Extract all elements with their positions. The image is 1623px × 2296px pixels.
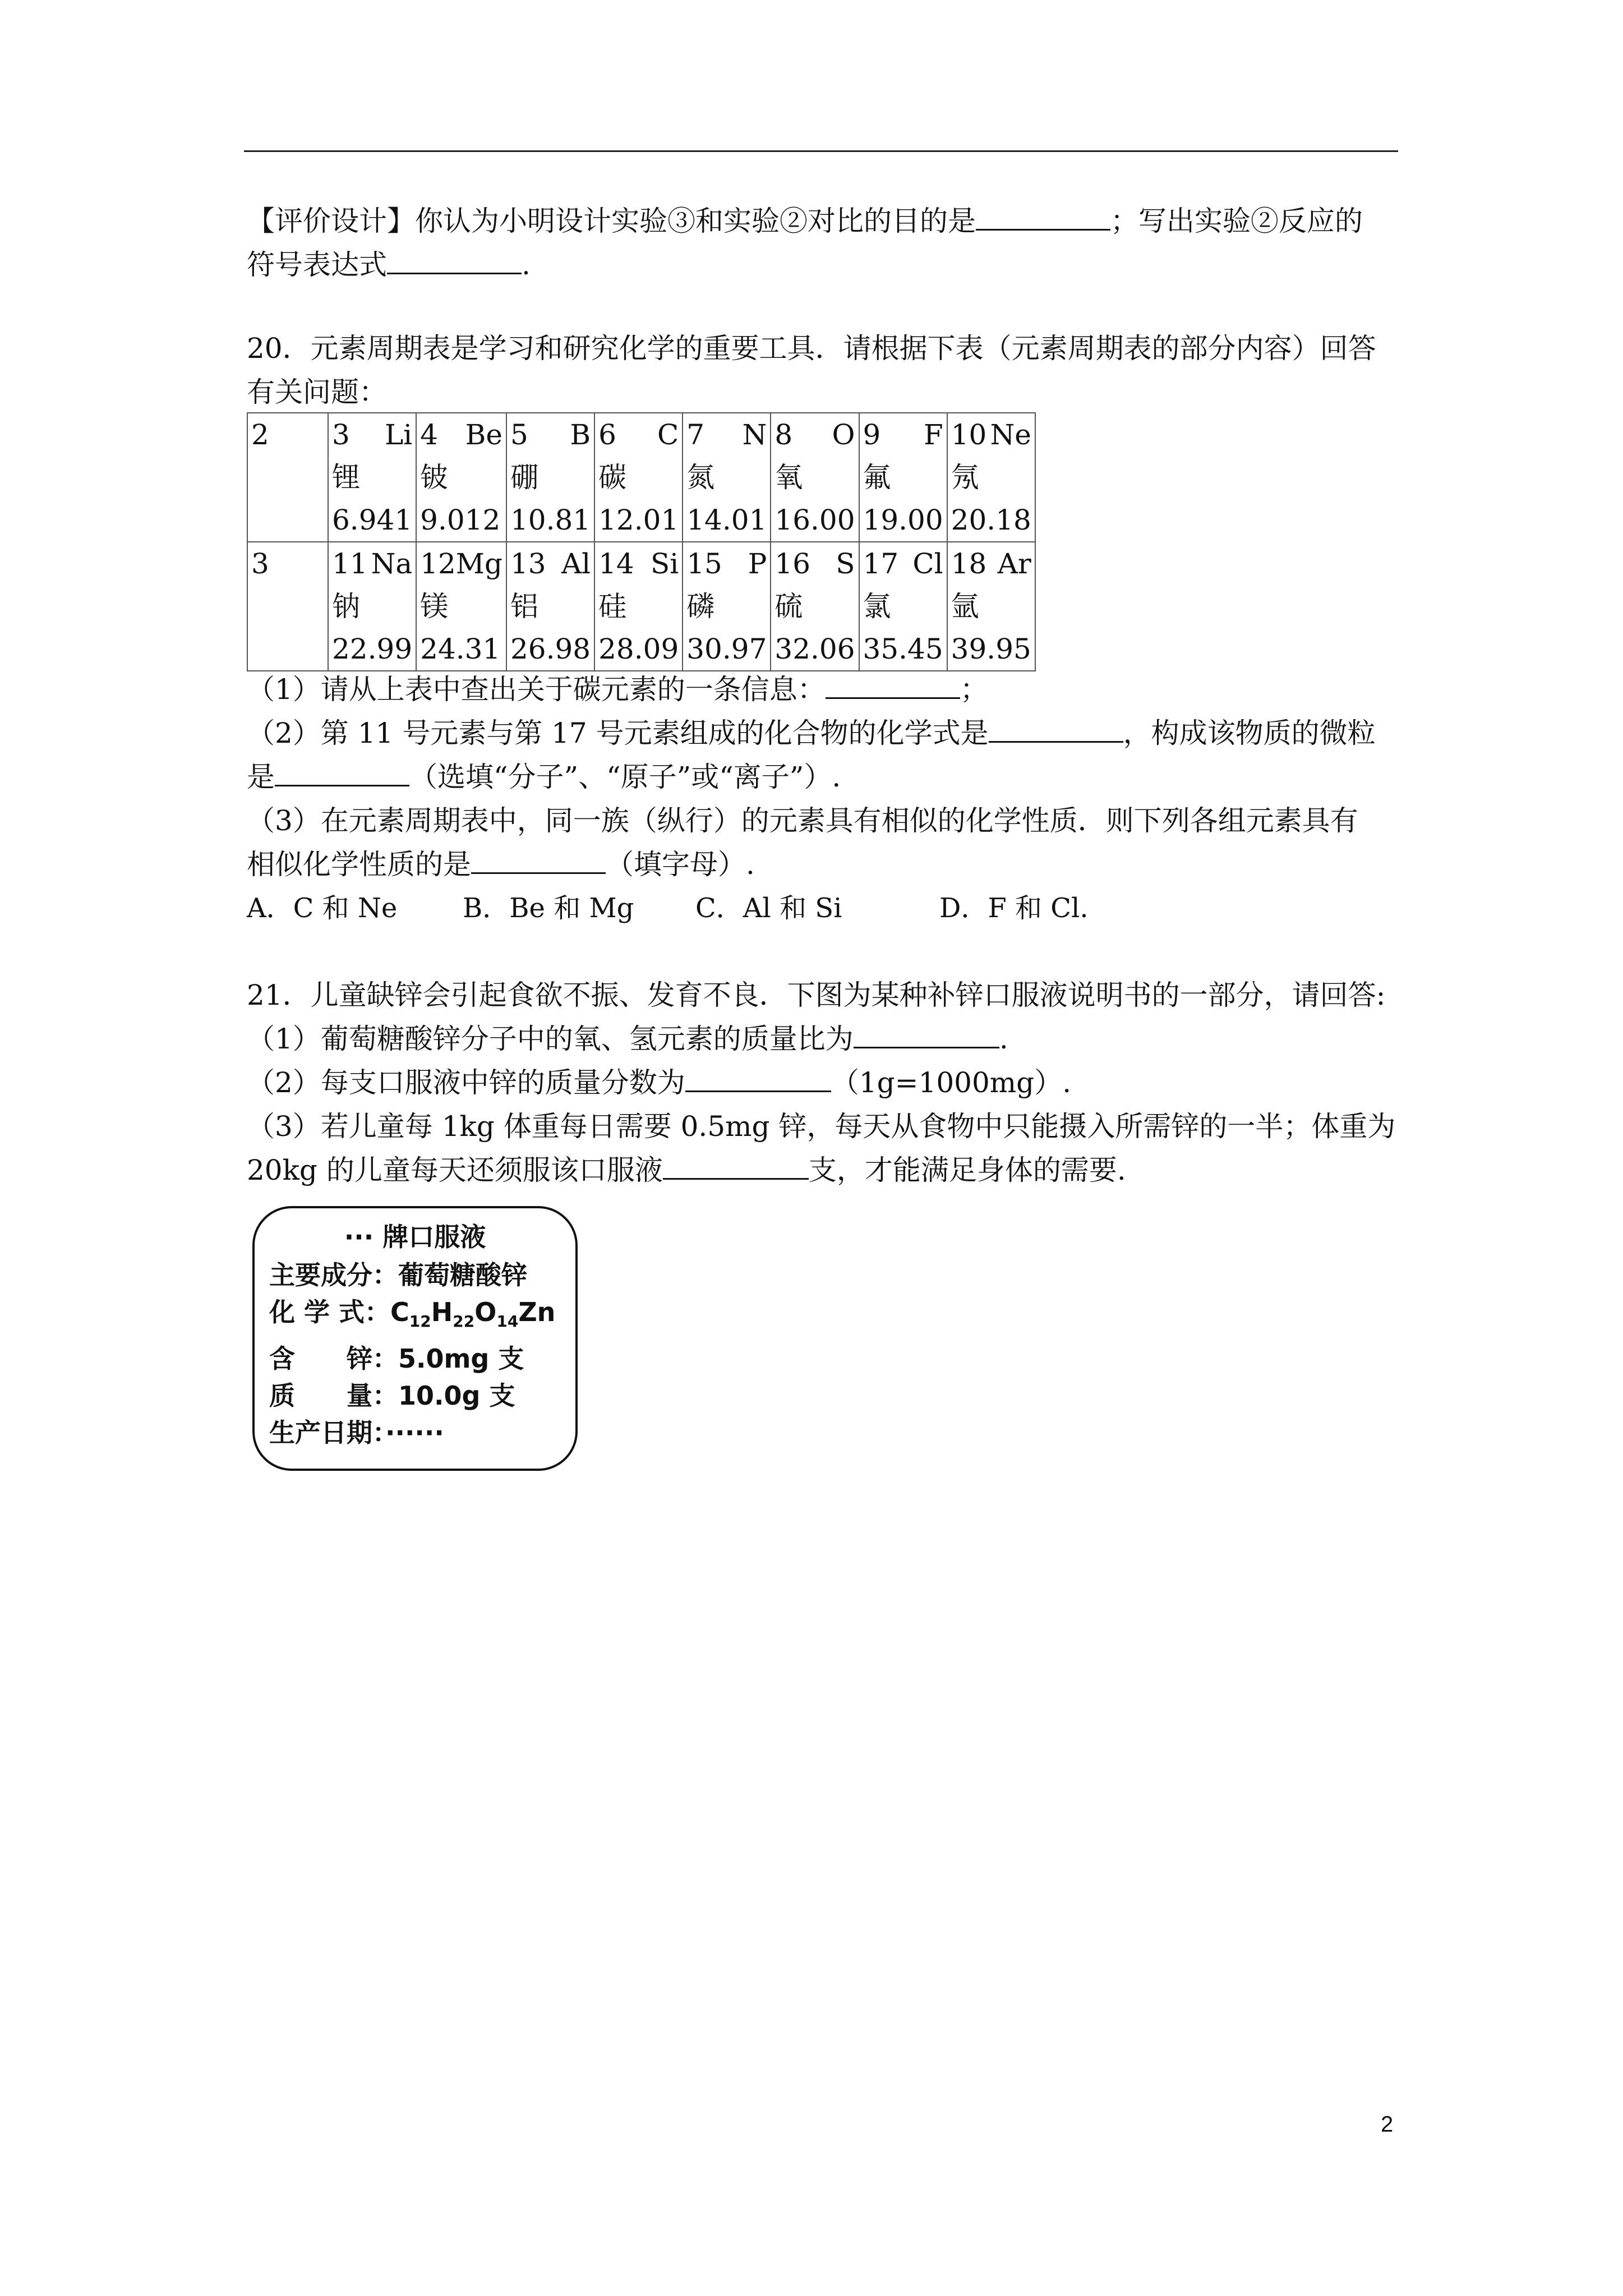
atomic-number: 7 [686,418,705,451]
q20-text: 是 [247,761,275,793]
atomic-mass: 19.00 [863,504,943,536]
option-c[interactable]: C．Al 和 Si [695,892,842,924]
element-name: 氟 [863,461,891,494]
formula-o: O [474,1297,497,1327]
answer-blank[interactable] [387,249,522,274]
atomic-mass: 32.06 [774,633,855,665]
atomic-mass: 14.01 [686,504,767,536]
formula-sub: 14 [496,1312,519,1331]
atomic-number: 12 [420,547,456,580]
element-cell [859,542,947,671]
element-name: 铍 [420,461,449,494]
q21-text: （2）每支口服液中锌的质量分数为 [247,1066,685,1099]
table-row [247,542,1035,671]
atomic-number: 15 [686,547,722,580]
element-cell [416,542,506,671]
formula-h: H [431,1297,453,1327]
element-cell [328,542,416,671]
element-symbol: Li [384,418,413,451]
q20-text: （1）请从上表中查出关于碳元素的一条信息： [247,673,826,706]
q21-text: （1g=1000mg）. [831,1066,1072,1099]
element-name: 铝 [510,590,538,623]
q20-text: （选填“分子”、“原子”或“离子”）. [409,761,841,793]
element-name: 硫 [774,590,803,623]
period-cell: 3 [247,542,328,671]
element-symbol: B [570,418,591,451]
q21-text: （3）若儿童每 1kg 体重每日需要 0.5mg 锌，每天从食物中只能摄入所需锌的一半；体重为 [247,1110,1396,1143]
atomic-number: 17 [863,547,899,580]
label-date: 生产日期：······ [269,1418,444,1448]
label-ingredient: 主要成分：葡萄糖酸锌 [269,1260,527,1290]
element-name: 氯 [863,590,891,623]
element-symbol: P [748,547,767,580]
element-cell [328,413,416,542]
element-name: 氮 [686,461,715,494]
q20-text: （3）在元素周期表中，同一族（纵行）的元素具有相似的化学性质．则下列各组元素具有 [247,804,1358,837]
atomic-number: 16 [774,547,811,580]
label-mass: 质 量：10.0g 支 [269,1381,515,1411]
formula-sub: 22 [453,1312,475,1331]
element-cell [683,413,771,542]
label-zinc: 含 锌：5.0mg 支 [269,1343,524,1374]
eval-text: 符号表达式 [247,249,387,281]
q20-line: 20．元素周期表是学习和研究化学的重要工具．请根据下表（元素周期表的部分内容）回答 [247,332,1376,365]
q20-text: ，构成该物质的微粒 [1123,717,1376,749]
element-name: 硅 [598,590,627,623]
atomic-mass: 16.00 [774,504,855,536]
q21-text: （1）葡萄糖酸锌分子中的氧、氢元素的质量比为 [247,1023,854,1055]
q20-options [247,886,1089,930]
element-cell [947,413,1035,542]
element-symbol: F [923,418,943,451]
formula-sub: 12 [409,1312,431,1331]
atomic-mass: 12.01 [598,504,679,536]
atomic-mass: 28.09 [598,633,679,665]
element-cell [506,413,594,542]
option-a[interactable]: A．C 和 Ne [247,892,398,924]
element-symbol: O [832,418,855,451]
answer-blank[interactable] [685,1067,831,1092]
q21-text: 20kg 的儿童每天还须服该口服液 [247,1154,663,1186]
atomic-number: 5 [510,418,528,451]
answer-blank[interactable] [275,761,409,786]
atomic-mass: 6.941 [332,504,413,536]
period-cell: 2 [247,413,328,542]
q21-text: . [999,1023,1008,1055]
element-symbol: Ar [997,547,1031,580]
element-symbol: Cl [912,547,943,580]
element-symbol: Al [561,547,591,580]
element-symbol: Ne [990,418,1031,451]
element-name: 氩 [951,590,979,623]
element-cell [859,413,947,542]
answer-blank[interactable] [976,205,1110,231]
element-symbol: Mg [455,547,502,580]
atomic-mass: 26.98 [510,633,591,665]
element-cell [771,542,859,671]
answer-blank[interactable] [826,674,960,699]
answer-blank[interactable] [471,849,606,874]
atomic-number: 10 [951,418,987,451]
atomic-number: 18 [951,547,987,580]
eval-text: . [522,249,531,281]
answer-blank[interactable] [663,1154,809,1180]
element-name: 磷 [686,590,715,623]
element-name: 氖 [951,461,979,494]
element-name: 钠 [332,590,360,623]
answer-blank[interactable] [989,717,1123,743]
label-formula [269,1294,561,1340]
atomic-mass: 22.99 [332,633,413,665]
element-cell [416,413,506,542]
q20-text: （2）第 11 号元素与第 17 号元素组成的化合物的化学式是 [247,717,989,749]
eval-text: 【评价设计】你认为小明设计实验③和实验②对比的目的是 [247,205,976,237]
element-symbol: Be [465,418,502,451]
label-title: ··· 牌口服液 [344,1222,486,1252]
question-20-subs [247,668,1391,886]
element-symbol: S [836,547,855,580]
atomic-mass: 39.95 [951,633,1031,665]
page-number: 2 [1381,2112,1394,2137]
option-d[interactable]: D．F 和 Cl. [939,892,1089,924]
element-symbol: Si [651,547,679,580]
question-20-intro [247,326,1391,414]
q21-text: 支，才能满足身体的需要. [808,1154,1126,1186]
atomic-number: 9 [863,418,881,451]
table-row [247,413,1035,542]
eval-text: ；写出实验②反应的 [1110,205,1363,237]
atomic-mass: 35.45 [863,633,943,665]
element-name: 锂 [332,461,360,494]
atomic-number: 3 [332,418,350,451]
question-21 [247,973,1396,1192]
product-label [252,1206,578,1471]
q20-line: 有关问题： [247,376,387,408]
formula-zn: Zn [518,1297,556,1327]
answer-blank[interactable] [854,1023,999,1048]
element-cell [594,413,683,542]
element-cell [506,542,594,671]
element-name: 硼 [510,461,538,494]
q20-text: （填字母）. [606,848,755,881]
atomic-mass: 30.97 [686,633,767,665]
header-rule [244,150,1398,152]
q20-text: 相似化学性质的是 [247,848,471,881]
atomic-number: 11 [332,547,368,580]
element-name: 碳 [598,461,627,494]
element-symbol: Na [371,547,413,580]
element-name: 氧 [774,461,803,494]
periodic-table [247,412,1036,671]
option-b[interactable]: B．Be 和 Mg [463,892,634,924]
atomic-number: 4 [420,418,438,451]
atomic-mass: 24.31 [420,633,501,665]
atomic-number: 14 [598,547,634,580]
element-cell [771,413,859,542]
element-cell [947,542,1035,671]
atomic-mass: 20.18 [951,504,1031,536]
eval-paragraph [247,199,1391,287]
atomic-mass: 9.012 [420,504,501,536]
element-cell [594,542,683,671]
atomic-number: 6 [598,418,616,451]
atomic-number: 8 [774,418,793,451]
element-cell [683,542,771,671]
element-symbol: N [742,418,767,451]
atomic-number: 13 [510,547,546,580]
formula-prefix: 化 学 式：C [269,1297,409,1327]
element-name: 镁 [420,590,449,623]
q20-text: ； [960,673,988,706]
atomic-mass: 10.81 [510,504,591,536]
q21-line: 21．儿童缺锌会引起食欲不振、发育不良．下图为某种补锌口服液说明书的一部分，请回答: [247,979,1386,1011]
element-symbol: C [657,418,679,451]
